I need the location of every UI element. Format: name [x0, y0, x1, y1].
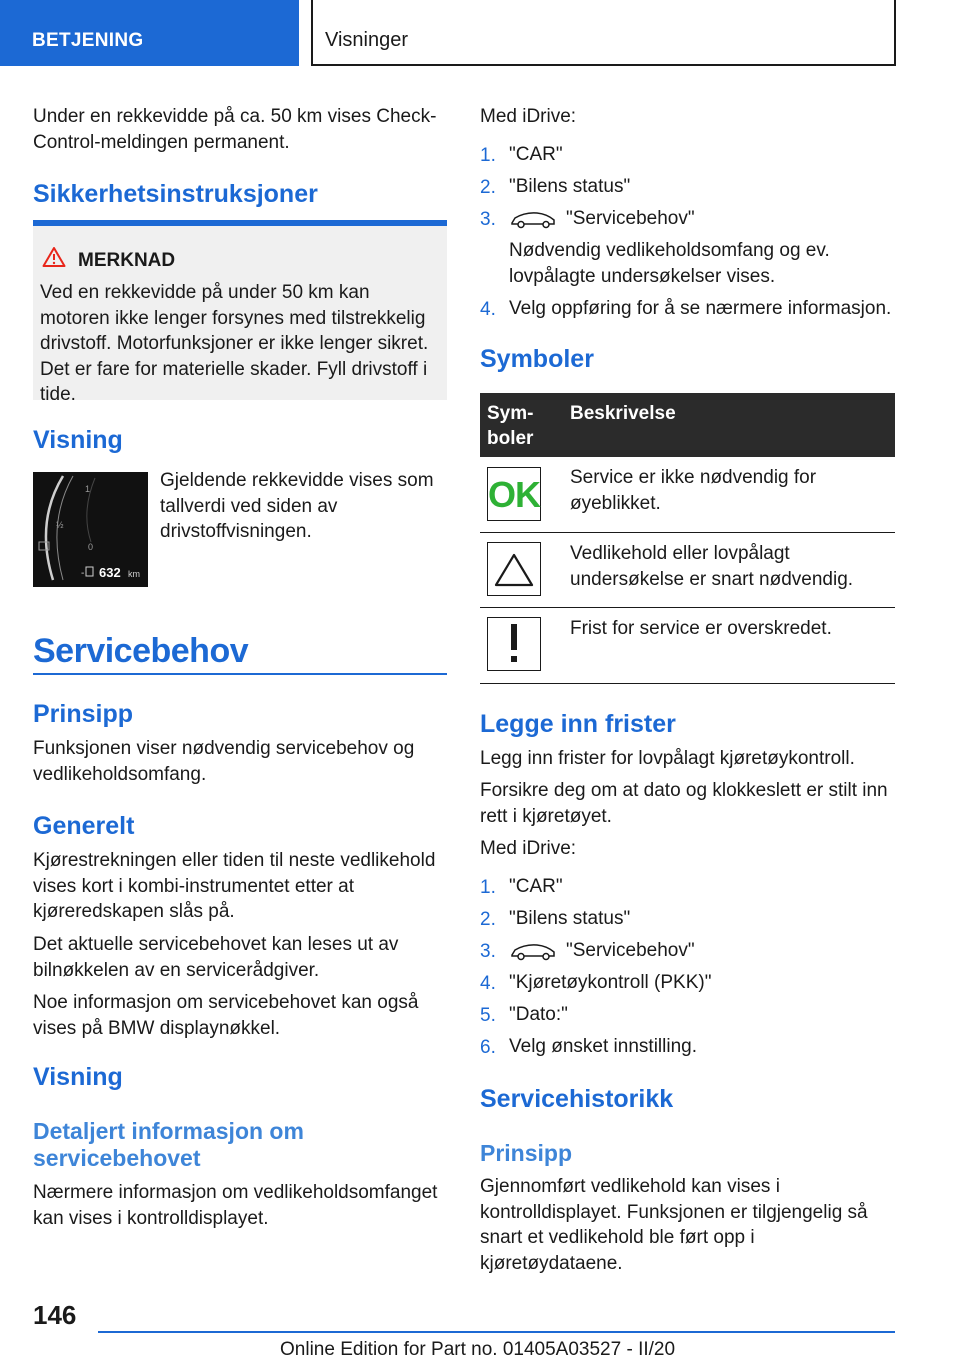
step-number: 4. [480, 973, 496, 994]
generelt-paragraph-1: Kjørestrekningen eller tiden til neste vedlikehold vises kort i kombi-instrumentet etter at kjøreredskapen slås på. [33, 850, 436, 922]
car-icon [509, 210, 557, 230]
step-text: Velg ønsket innstilling. [509, 1036, 697, 1057]
svg-text:½: ½ [56, 520, 64, 530]
step-text: "Dato:" [509, 1004, 568, 1025]
step-number: 5. [480, 1005, 496, 1026]
frister-paragraph-1: Legg inn frister for lovpålagt kjøretøykontroll. [480, 748, 855, 769]
idrive-label-2: Med iDrive: [480, 838, 577, 859]
table-header-description: Beskrivelse [570, 403, 676, 424]
generelt-paragraph-3: Noe informasjon om servicebehovet kan også vises på BMW displaynøkkel. [33, 992, 419, 1039]
service-rule [33, 673, 447, 675]
step-text: Velg oppføring for å se nærmere informasjon. [509, 298, 892, 319]
visning-body-1: Gjeldende rekkevidde vises som tallverdi ved siden av drivstoffvisningen. [160, 470, 434, 542]
cluster-range-value: 632 [99, 565, 121, 580]
step-number: 6. [480, 1037, 496, 1058]
table-row-text: Frist for service er overskredet. [570, 618, 832, 639]
idrive-label-1: Med iDrive: [480, 106, 577, 127]
section-tab [0, 0, 299, 66]
svg-text:0: 0 [88, 542, 94, 552]
ok-symbol-label: OK [488, 474, 540, 515]
table-row-divider [480, 683, 895, 684]
visning-heading-1: Visning [33, 426, 123, 454]
triangle-icon [487, 542, 541, 596]
topic-tab [311, 0, 896, 66]
step-text: "Bilens status" [509, 908, 631, 929]
table-row-divider [480, 532, 895, 533]
footer-rule [98, 1331, 895, 1333]
step-text: "Servicebehov" [566, 940, 695, 961]
frister-heading: Legge inn frister [480, 710, 676, 738]
step-number: 3. [480, 941, 496, 962]
edition-footer: Online Edition for Part no. 01405A03527 - II/20 [280, 1339, 676, 1360]
cluster-image [33, 472, 148, 587]
step-number: 2. [480, 909, 496, 930]
symboler-heading: Symboler [480, 345, 594, 373]
step-text: "CAR" [509, 144, 563, 165]
intro-paragraph: Under en rekkevidde på ca. 50 km vises Check-Control-meldingen permanent. [33, 106, 437, 153]
generelt-heading: Generelt [33, 812, 135, 840]
service-heading: Servicebehov [33, 632, 249, 670]
step-detail: Nødvendig vedlikeholdsomfang og ev. lovpålagte undersøkelser vises. [509, 240, 830, 287]
table-row-text: Vedlikehold eller lovpålagt undersøkelse er snart nødvendig. [570, 543, 854, 590]
step-text: "Bilens status" [509, 176, 631, 197]
ok-icon [487, 467, 541, 521]
svg-text:-: - [81, 568, 85, 579]
detalj-heading: Detaljert informasjon om servicebehovet [33, 1118, 304, 1171]
cluster-range-unit: km [128, 569, 140, 579]
exclamation-icon [487, 617, 541, 671]
prinsipp-body: Funksjonen viser nødvendig servicebehov og vedlikeholdsomfang. [33, 738, 415, 785]
car-icon [509, 942, 557, 962]
safety-heading: Sikkerhetsinstruksjoner [33, 180, 318, 208]
table-header-symbols: Sym-boler [487, 403, 534, 449]
step-number: 1. [480, 145, 496, 166]
step-text: "Kjøretøykontroll (PKK)" [509, 972, 712, 993]
visning-heading-2: Visning [33, 1063, 123, 1091]
step-number: 4. [480, 299, 496, 320]
table-row-divider [480, 607, 895, 608]
note-title: MERKNAD [78, 250, 176, 271]
section-label: BETJENING [32, 30, 144, 51]
generelt-paragraph-2: Det aktuelle servicebehovet kan leses ut av bilnøkkelen av en servicerådgiver. [33, 934, 399, 981]
table-row-text: Service er ikke nødvendig for øyeblikket. [570, 467, 817, 514]
page-number: 146 [33, 1300, 77, 1330]
svg-text:1: 1 [85, 484, 91, 494]
step-text: "CAR" [509, 876, 563, 897]
prinsipp-heading: Prinsipp [33, 700, 134, 728]
topic-label: Visninger [325, 29, 409, 51]
step-number: 3. [480, 209, 496, 230]
historikk-heading: Servicehistorikk [480, 1085, 674, 1113]
historikk-prinsipp-heading: Prinsipp [480, 1140, 573, 1166]
step-number: 2. [480, 177, 496, 198]
frister-paragraph-2: Forsikre deg om at dato og klokkeslett er stilt inn rett i kjøretøyet. [480, 780, 888, 827]
step-number: 1. [480, 877, 496, 898]
warning-icon [42, 246, 66, 268]
step-text: "Servicebehov" [566, 208, 695, 229]
note-body: Ved en rekkevidde på under 50 km kan motoren ikke lenger forsynes med tilstrekkelig drivstoff. Motorfunksjoner er ikke lenger sikret. Det er fare for materielle skader. Fyll drivstoff i tide. [40, 282, 429, 405]
detalj-body: Nærmere informasjon om vedlikeholdsomfanget kan vises i kontrolldisplayet. [33, 1182, 438, 1229]
historikk-body: Gjennomført vedlikehold kan vises i kontrolldisplayet. Funksjonen er tilgjengelig så snart et vedlikehold ble ført opp i kjøretøydataene. [480, 1176, 868, 1274]
